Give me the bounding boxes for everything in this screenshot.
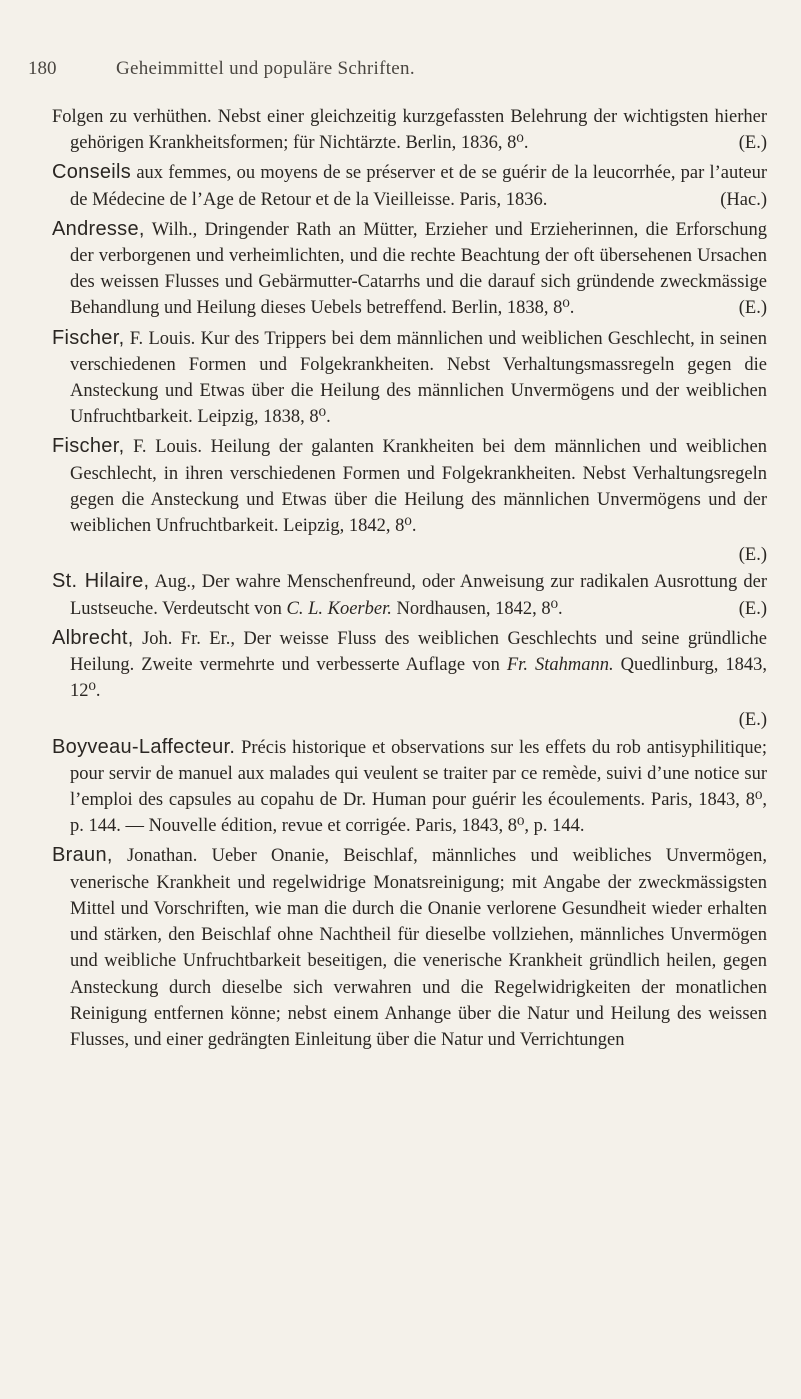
source-tag: (E.) [738,298,767,319]
entry-text: Wilh., Dringender Rath an Mütter, Erzieher und Erzieherinnen, die Erforschung der verborgenen und verheimlichten, und die rechte Beachtung der oft übersehenen Ursachen des weissen Flusses und Gebärmutter-Catarrhs und die darauf sich gründende zweckmässige Behandlung und Heilung dieses Uebels betreffend. Berlin, 1838, 8⁰. [70,219,767,319]
source-tag: (E.) [738,133,767,154]
source-tag: (E.) [738,710,767,731]
bibliography-list [52,104,767,1056]
source-tag-line [52,707,767,733]
entry-fischer-1842 [52,433,767,539]
entry-albrecht [52,625,767,705]
entry-boyveau-laffecteur [52,734,767,840]
entry-author: St. Hilaire, [52,570,150,593]
entry-author: Conseils [52,161,132,184]
entry-author: Fischer, [52,326,125,349]
entry-st-hilaire [52,568,767,621]
source-tag: (Hac.) [720,189,767,210]
entry-text: Joh. Fr. Er., Der weisse Fluss des weiblichen Geschlechts und seine gründliche Heilung. Zweite vermehrte und verbesserte Auflage von [70,628,767,676]
entry-imprint: Quedlinburg, 1843, 12⁰. [70,655,768,702]
entry-text: Folgen zu verhüthen. Nebst einer gleichzeitig kurzgefassten Belehrung der wichtigsten hierher gehörigen Krankheitsformen; für Nichtärzte. Berlin, 1836, 8⁰. [52,107,767,154]
entry-text: aux femmes, ou moyens de se préserver et de se guérir de la leucorrhée, par l’auteur de Médecine de l’Age de Retour et de la Vieilleisse. Paris, 1836. [70,163,767,210]
entry-imprint: Nordhausen, 1842, 8⁰. [396,598,563,619]
entry-author: Braun, [52,844,113,867]
entry-conseils [52,159,767,212]
entry-translator: C. L. Koerber. [286,598,392,619]
entry-author: Boyveau-Laffecteur. [52,735,236,758]
source-tag: (E.) [738,598,767,619]
entry-text: Aug., Der wahre Menschenfreund, oder Anweisung zur radikalen Ausrottung der Lustseuche. Verdeutscht von [70,572,767,619]
entry-continued [52,104,767,156]
entry-editor: Fr. Stahmann. [506,655,614,676]
entry-fischer-1838 [52,325,767,431]
entry-author: Albrecht, [52,626,134,649]
entry-author: Fischer, [52,435,125,458]
entry-text: F. Louis. Kur des Trippers bei dem männlichen und weiblichen Geschlecht, in seinen verschiedenen Formen und Folgekrankheiten. Nebst Verhaltungsmassregeln gegen die Ansteckung und Etwas über die Heilung des männlichen Unvermögens und der weiblichen Unfruchtbarkeit. Leipzig, 1838, 8⁰. [70,328,768,428]
running-title: Geheimmittel und populäre Schriften. [116,58,415,79]
entry-text: F. Louis. Heilung der galanten Krankheiten bei dem männlichen und weiblichen Geschlecht, in ihren verschiedenen Formen und Folgekrankheiten. Nebst Verhaltungsregeln gegen die Ansteckung und Etwas über die Heilung des männlichen Unvermögens und der weiblichen Unfruchtbarkeit. Leipzig, 1842, 8⁰. [70,437,767,537]
source-tag: (E.) [738,545,767,566]
page-number: 180 [28,58,57,79]
source-tag-line [52,542,767,568]
entry-text: Jonathan. Ueber Onanie, Beischlaf, männliches und weibliches Unvermögen, venerische Krankheit und regelwidrige Monatsreinigung; mit Angabe der zweckmässigsten Mittel und Vorschriften, wie man die durch die Onanie verlorene Gesundheit wieder erhalten und stärken, den Beischlaf ohne Nachtheil für dieselbe vollziehen, männliches Unvermögen und weibliche Unfruchtbarkeit beseitigen, die venerische Krankheit gründlich heilen, gegen Ansteckung durch dieselbe sich verwahren und die Regelwidrigkeiten der monatlichen Reinigung entfernen könne; nebst einem Anhange über die Natur und Heilung des weissen Flusses, und einer gedrängten Einleitung über die Natur und Verrichtungen [70,846,767,1050]
entry-braun [52,842,767,1053]
entry-author: Andresse, [52,217,145,240]
entry-andresse [52,216,767,322]
entry-text: Précis historique et observations sur les effets du rob antisyphilitique; pour servir de manuel aux malades qui veulent se traiter par ce remède, suivi d’une notice sur l’emploi des capsules au copahu de Dr. Human pour guérir les écoulements. Paris, 1843, 8⁰, p. 144. — Nouvelle édition, revue et corrigée. Paris, 1843, 8⁰, p. 144. [70,737,767,837]
